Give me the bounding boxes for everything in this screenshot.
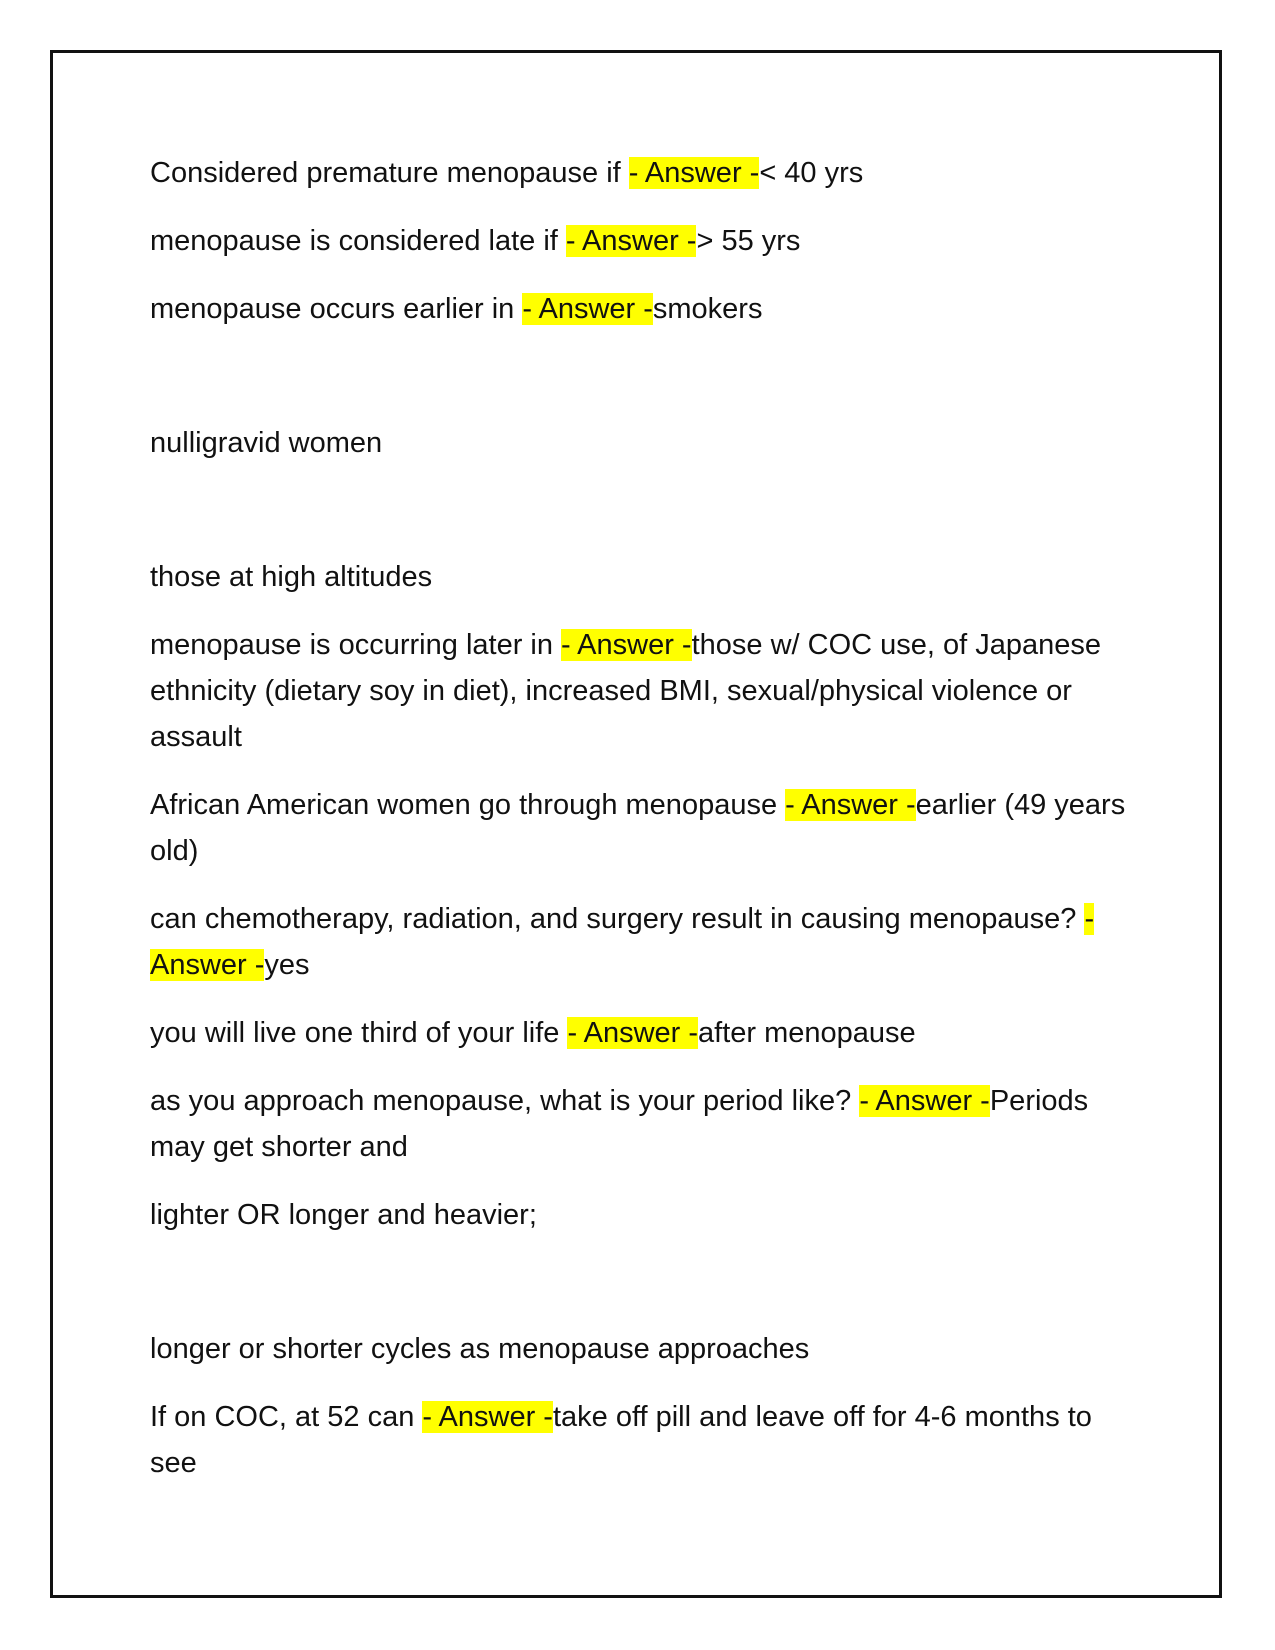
qa-item-one-third: [150, 1010, 1130, 1056]
answer-text: smokers: [652, 293, 763, 325]
qa-item-late: [150, 218, 1130, 264]
answer-marker: - Answer -: [150, 903, 1095, 981]
qa-item-african-american: [150, 782, 1130, 874]
qa-item-later: [150, 622, 1130, 760]
question-text: African American women go through menopause: [150, 789, 786, 821]
spacer: [150, 488, 1130, 554]
qa-item-chemotherapy: [150, 896, 1130, 988]
answer-text: yes: [264, 949, 310, 981]
question-text: menopause is considered late if: [150, 225, 566, 257]
answer-marker: - Answer -: [567, 1017, 699, 1049]
spacer: [150, 354, 1130, 420]
document-body: [150, 150, 1130, 1508]
answer-text: those w/ COC use, of Japanese ethnicity (dietary soy in diet), increased BMI, sexual/physical violence or assault: [150, 629, 1102, 753]
answer-marker: - Answer -: [422, 1401, 553, 1433]
answer-text: Periods may get shorter and: [150, 1085, 1089, 1163]
answer-marker: - Answer -: [785, 789, 916, 821]
answer-text: after menopause: [698, 1017, 916, 1049]
answer-marker: - Answer -: [859, 1085, 990, 1117]
qa-item-earlier: [150, 286, 1130, 332]
question-text: can chemotherapy, radiation, and surgery result in causing menopause?: [150, 903, 1085, 935]
question-text: menopause occurs earlier in: [150, 293, 523, 325]
answer-text: take off pill and leave off for 4-6 months to see: [150, 1401, 1092, 1479]
plain-line: those at high altitudes: [150, 561, 433, 593]
question-text: menopause is occurring later in: [150, 629, 562, 661]
answer-text: < 40 yrs: [759, 157, 864, 189]
qa-item-premature: [150, 150, 1130, 196]
answer-marker: - Answer -: [522, 293, 653, 325]
answer-marker: - Answer -: [561, 629, 692, 661]
answer-text: earlier (49 years old): [150, 789, 1126, 867]
question-text: as you approach menopause, what is your period like?: [150, 1085, 860, 1117]
question-text: If on COC, at 52 can: [150, 1401, 423, 1433]
answer-marker: - Answer -: [628, 157, 760, 189]
answer-marker: - Answer -: [565, 225, 697, 257]
plain-line: longer or shorter cycles as menopause approaches: [150, 1333, 810, 1365]
plain-line: lighter OR longer and heavier;: [150, 1199, 537, 1231]
plain-line: nulligravid women: [150, 427, 383, 459]
answer-text: > 55 yrs: [696, 225, 801, 257]
question-text: Considered premature menopause if: [150, 157, 629, 189]
question-text: you will live one third of your life: [150, 1017, 568, 1049]
qa-item-coc: [150, 1394, 1130, 1486]
qa-item-period: [150, 1078, 1130, 1170]
spacer: [150, 1260, 1130, 1326]
